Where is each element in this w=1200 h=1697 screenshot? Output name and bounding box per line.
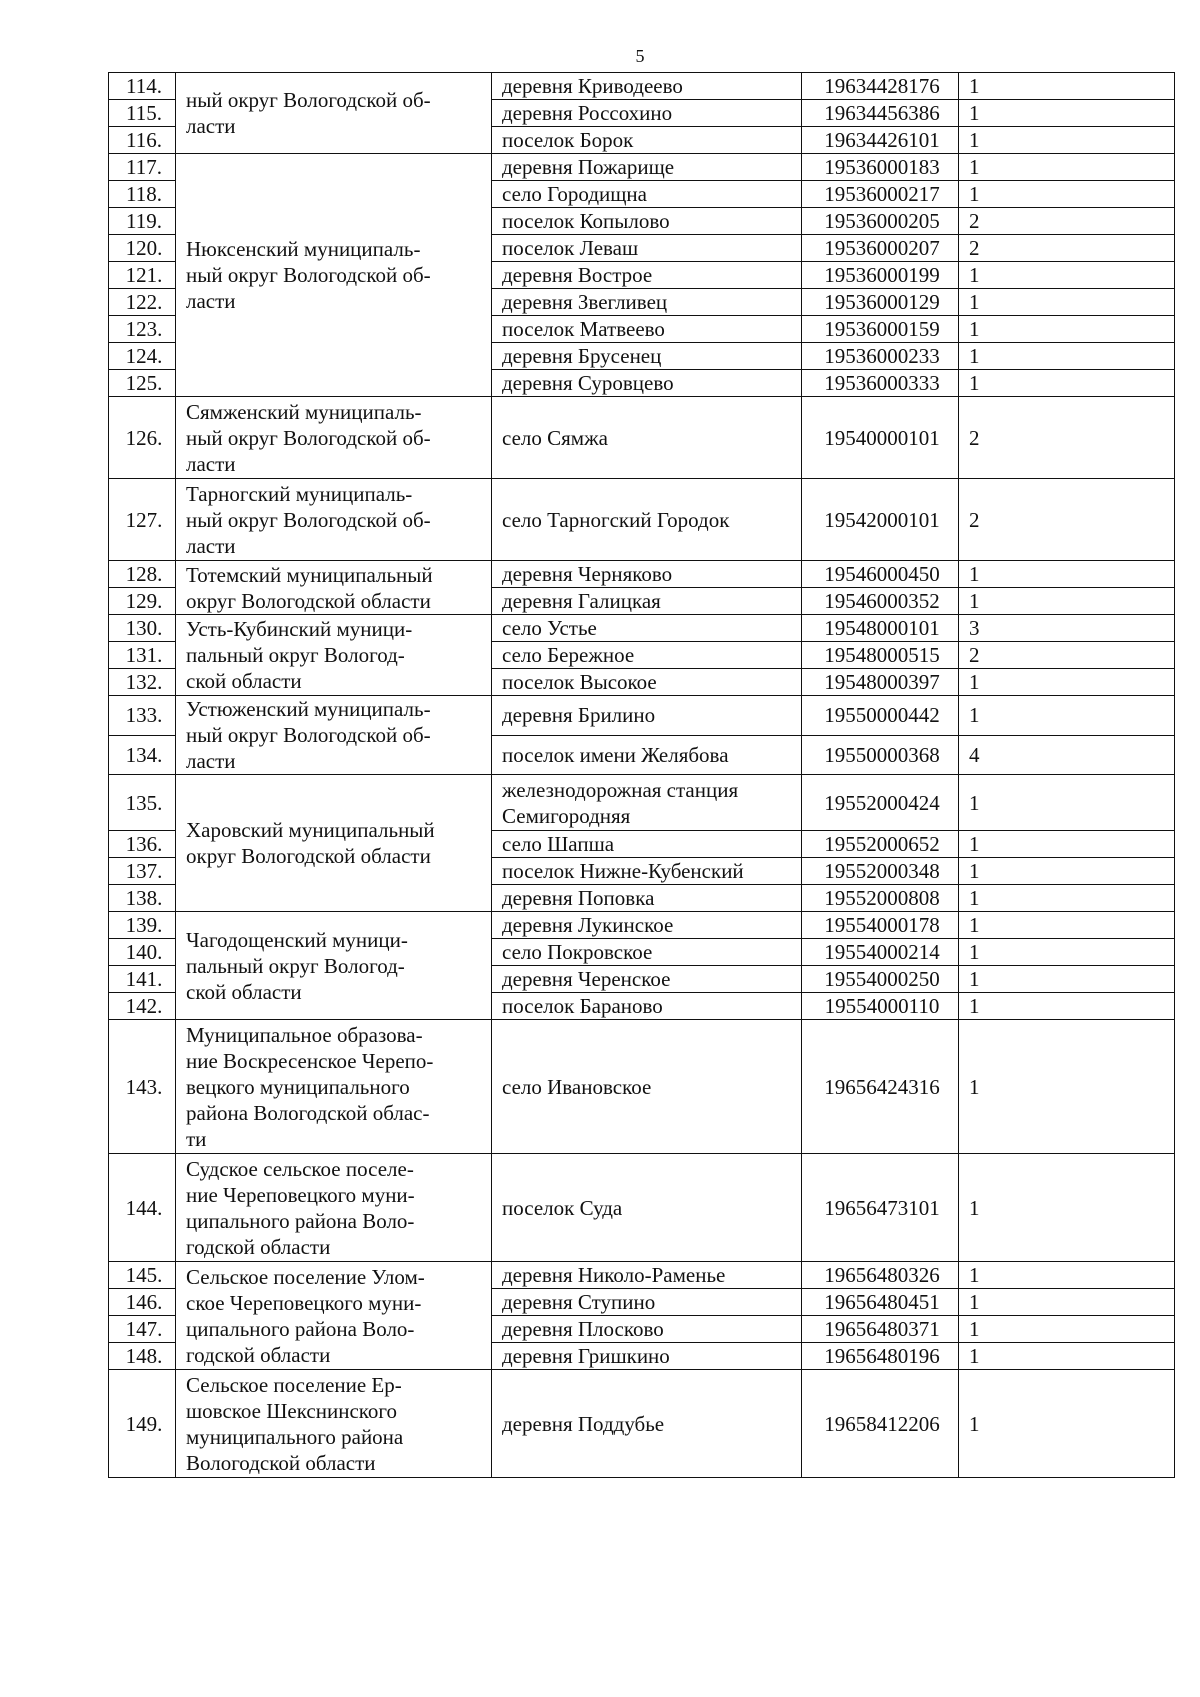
row-number: 126. [109,397,176,479]
count-value: 1 [959,669,1175,696]
settlement-name: деревня Вострое [492,262,802,289]
count-value: 1 [959,100,1175,127]
oktmo-code: 19656473101 [802,1154,959,1262]
settlement-name: село Городищна [492,181,802,208]
count-value: 1 [959,73,1175,100]
row-number: 130. [109,615,176,642]
settlement-name: село Шапша [492,831,802,858]
district-name: Устюженский муниципаль- ный округ Вологодской об- ласти [176,696,492,775]
count-value: 1 [959,939,1175,966]
table-row [109,561,1175,588]
settlement-name: село Тарногский Городок [492,479,802,561]
row-number: 141. [109,966,176,993]
oktmo-code: 19656480196 [802,1343,959,1370]
count-value: 1 [959,127,1175,154]
settlement-name: село Устье [492,615,802,642]
table-row [109,615,1175,642]
oktmo-code: 19540000101 [802,397,959,479]
settlement-name: поселок Копылово [492,208,802,235]
count-value: 1 [959,1020,1175,1154]
settlement-name: деревня Звегливец [492,289,802,316]
count-value: 1 [959,1289,1175,1316]
row-number: 121. [109,262,176,289]
district-name: Сямженский муниципаль- ный округ Вологодской об- ласти [176,397,492,479]
oktmo-code: 19546000450 [802,561,959,588]
count-value: 2 [959,479,1175,561]
oktmo-code: 19536000333 [802,370,959,397]
oktmo-code: 19656480371 [802,1316,959,1343]
settlement-name: деревня Брилино [492,696,802,736]
table-row [109,1262,1175,1289]
oktmo-code: 19554000178 [802,912,959,939]
row-number: 120. [109,235,176,262]
oktmo-code: 19552000424 [802,775,959,831]
count-value: 1 [959,696,1175,736]
count-value: 2 [959,397,1175,479]
settlement-name: деревня Пожарище [492,154,802,181]
row-number: 146. [109,1289,176,1316]
settlement-name: деревня Россохино [492,100,802,127]
count-value: 1 [959,1343,1175,1370]
row-number: 135. [109,775,176,831]
count-value: 1 [959,1370,1175,1478]
oktmo-code: 19548000515 [802,642,959,669]
oktmo-code: 19552000348 [802,858,959,885]
table-row [109,479,1175,561]
district-name: Харовский муниципальный округ Вологодской области [176,775,492,912]
district-name: Усть-Кубинский муници- пальный округ Вологод- ской области [176,615,492,696]
row-number: 122. [109,289,176,316]
row-number: 123. [109,316,176,343]
row-number: 115. [109,100,176,127]
oktmo-code: 19552000808 [802,885,959,912]
row-number: 134. [109,735,176,775]
row-number: 137. [109,858,176,885]
oktmo-code: 19554000110 [802,993,959,1020]
oktmo-code: 19634456386 [802,100,959,127]
count-value: 1 [959,316,1175,343]
row-number: 142. [109,993,176,1020]
row-number: 136. [109,831,176,858]
table-row [109,1370,1175,1478]
count-value: 1 [959,154,1175,181]
oktmo-code: 19546000352 [802,588,959,615]
settlement-name: деревня Суровцево [492,370,802,397]
table-body [109,73,1175,1478]
settlement-name: поселок Высокое [492,669,802,696]
row-number: 143. [109,1020,176,1154]
table-row [109,696,1175,736]
oktmo-code: 19656480326 [802,1262,959,1289]
settlement-name: поселок Бараново [492,993,802,1020]
settlements-table [108,72,1175,1478]
row-number: 117. [109,154,176,181]
count-value: 1 [959,993,1175,1020]
settlement-name: деревня Николо-Раменье [492,1262,802,1289]
row-number: 114. [109,73,176,100]
oktmo-code: 19554000250 [802,966,959,993]
table-row [109,912,1175,939]
row-number: 116. [109,127,176,154]
oktmo-code: 19634428176 [802,73,959,100]
count-value: 2 [959,208,1175,235]
settlement-name: деревня Поповка [492,885,802,912]
row-number: 149. [109,1370,176,1478]
oktmo-code: 19536000199 [802,262,959,289]
count-value: 2 [959,235,1175,262]
settlement-name: железнодорожная станция Семигородняя [492,775,802,831]
district-name: Тотемский муниципальный округ Вологодской области [176,561,492,615]
count-value: 1 [959,289,1175,316]
settlement-name: деревня Поддубье [492,1370,802,1478]
row-number: 125. [109,370,176,397]
row-number: 124. [109,343,176,370]
count-value: 1 [959,262,1175,289]
settlement-name: село Сямжа [492,397,802,479]
table-row [109,154,1175,181]
district-name: ный округ Вологодской об- ласти [176,73,492,154]
count-value: 1 [959,1154,1175,1262]
district-name: Сельское поселение Улом- ское Череповецкого муни- ципального района Воло- годской области [176,1262,492,1370]
oktmo-code: 19536000129 [802,289,959,316]
settlement-name: поселок Леваш [492,235,802,262]
row-number: 138. [109,885,176,912]
oktmo-code: 19656480451 [802,1289,959,1316]
district-name: Чагодощенский муници- пальный округ Вологод- ской области [176,912,492,1020]
row-number: 148. [109,1343,176,1370]
count-value: 1 [959,370,1175,397]
oktmo-code: 19656424316 [802,1020,959,1154]
count-value: 1 [959,181,1175,208]
row-number: 129. [109,588,176,615]
settlement-name: поселок Суда [492,1154,802,1262]
row-number: 147. [109,1316,176,1343]
table-row [109,73,1175,100]
district-name: Нюксенский муниципаль- ный округ Вологодской об- ласти [176,154,492,397]
row-number: 144. [109,1154,176,1262]
table-row [109,1020,1175,1154]
settlement-name: деревня Лукинское [492,912,802,939]
count-value: 1 [959,1316,1175,1343]
row-number: 119. [109,208,176,235]
settlement-name: поселок Нижне-Кубенский [492,858,802,885]
row-number: 132. [109,669,176,696]
settlement-name: деревня Криводеево [492,73,802,100]
row-number: 131. [109,642,176,669]
oktmo-code: 19536000183 [802,154,959,181]
count-value: 1 [959,912,1175,939]
oktmo-code: 19536000207 [802,235,959,262]
oktmo-code: 19536000217 [802,181,959,208]
settlement-name: деревня Гришкино [492,1343,802,1370]
settlement-name: деревня Плосково [492,1316,802,1343]
oktmo-code: 19554000214 [802,939,959,966]
oktmo-code: 19536000233 [802,343,959,370]
count-value: 4 [959,735,1175,775]
count-value: 1 [959,858,1175,885]
count-value: 1 [959,966,1175,993]
settlement-name: деревня Брусенец [492,343,802,370]
district-name: Муниципальное образова- ние Воскресенское Черепо- вецкого муниципального района Вологодской облас- ти [176,1020,492,1154]
oktmo-code: 19548000397 [802,669,959,696]
count-value: 2 [959,642,1175,669]
settlement-name: поселок Матвеево [492,316,802,343]
settlement-name: поселок Борок [492,127,802,154]
settlement-name: деревня Галицкая [492,588,802,615]
settlement-name: село Ивановское [492,1020,802,1154]
row-number: 140. [109,939,176,966]
row-number: 145. [109,1262,176,1289]
row-number: 133. [109,696,176,736]
count-value: 1 [959,831,1175,858]
settlement-name: поселок имени Желябова [492,735,802,775]
oktmo-code: 19634426101 [802,127,959,154]
count-value: 1 [959,588,1175,615]
oktmo-code: 19548000101 [802,615,959,642]
oktmo-code: 19550000368 [802,735,959,775]
table-row [109,775,1175,831]
count-value: 1 [959,561,1175,588]
count-value: 1 [959,885,1175,912]
table-row [109,397,1175,479]
settlement-name: деревня Ступино [492,1289,802,1316]
row-number: 118. [109,181,176,208]
count-value: 3 [959,615,1175,642]
page-number: 5 [635,46,645,66]
district-name: Тарногский муниципаль- ный округ Вологодской об- ласти [176,479,492,561]
table-row [109,1154,1175,1262]
row-number: 139. [109,912,176,939]
oktmo-code: 19550000442 [802,696,959,736]
settlement-name: село Покровское [492,939,802,966]
oktmo-code: 19552000652 [802,831,959,858]
count-value: 1 [959,1262,1175,1289]
oktmo-code: 19536000159 [802,316,959,343]
oktmo-code: 19542000101 [802,479,959,561]
oktmo-code: 19658412206 [802,1370,959,1478]
settlement-name: деревня Черенское [492,966,802,993]
oktmo-code: 19536000205 [802,208,959,235]
settlement-name: деревня Черняково [492,561,802,588]
district-name: Сельское поселение Ер- шовское Шекснинского муниципального района Вологодской области [176,1370,492,1478]
count-value: 1 [959,343,1175,370]
row-number: 127. [109,479,176,561]
district-name: Судское сельское поселе- ние Череповецкого муни- ципального района Воло- годской области [176,1154,492,1262]
row-number: 128. [109,561,176,588]
count-value: 1 [959,775,1175,831]
settlement-name: село Бережное [492,642,802,669]
